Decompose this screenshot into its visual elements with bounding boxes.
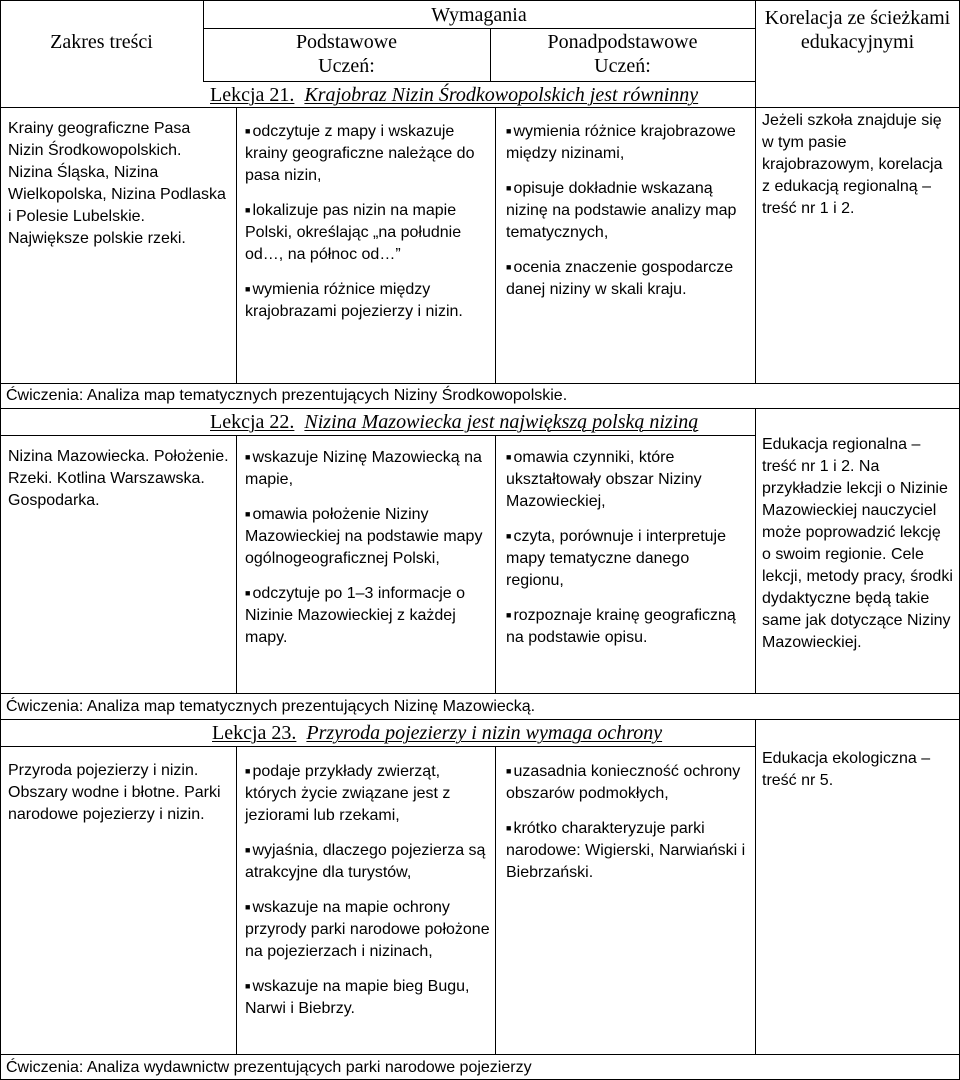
column-divider (236, 746, 237, 1054)
table-border-left (0, 0, 1, 1080)
header-correlation: Korelacja ze ścieżkami edukacyjnymi (764, 7, 951, 53)
lesson-exercises: Ćwiczenia: Analiza map tematycznych prezentujących Niziny Środkowopolskie. (6, 387, 568, 404)
table-border-top (0, 0, 960, 1)
lesson-heading (210, 410, 698, 434)
list-item: ■ ocenia znaczenie gospodarcze danej niziny w skali kraju. (506, 259, 734, 298)
square-bullet-icon: ■ (506, 823, 512, 833)
lesson-title: Przyroda pojezierzy i nizin wymaga ochrony (306, 722, 663, 744)
lesson-content-scope: Przyroda pojezierzy i nizin. Obszary wodne i błotne. Parki narodowe pojezierzy i nizin. (8, 762, 221, 823)
lesson-title: Krajobraz Nizin Środkowopolskich jest równinny (304, 84, 699, 106)
header-requirements: Wymagania (431, 4, 527, 26)
list-item: ■ lokalizuje pas nizin na mapie Polski, określając „na południe od…, na północ od…” (245, 202, 462, 263)
list-item: ■ wymienia różnice krajobrazowe między nizinami, (506, 123, 736, 162)
square-bullet-icon: ■ (506, 766, 512, 776)
basic-requirements-list (245, 446, 493, 661)
lesson-content-scope: Krainy geograficzne Pasa Nizin Środkowopolskich. Nizina Śląska, Nizina Wielkopolska, Nizina Podlaska i Polesie Lubelskie. Największe polskie rzeki. (8, 120, 226, 247)
header-basic-label: Podstawowe (295, 31, 398, 53)
list-item: ■ wskazuje na mapie ochrony przyrody parki narodowe położone na pojezierzach i nizinach, (245, 899, 490, 960)
square-bullet-icon: ■ (245, 981, 251, 991)
header-advanced (490, 30, 755, 78)
advanced-requirements-list (506, 760, 751, 896)
list-item: ■ omawia czynniki, które ukształtowały obszar Niziny Mazowieckiej, (506, 449, 702, 510)
column-divider (755, 408, 756, 693)
row-divider (0, 693, 960, 694)
column-divider (236, 435, 237, 693)
lesson-correlation: Jeżeli szkoła znajduje się w tym pasie krajobrazowym, korelacja z edukacją regionalną – treść nr 1 i 2. (762, 112, 943, 217)
header-basic-sub: Uczeń: (318, 55, 375, 77)
header-divider (755, 0, 756, 81)
list-item: ■ opisuje dokładnie wskazaną nizinę na podstawie analizy map tematycznych, (506, 180, 737, 241)
square-bullet-icon: ■ (506, 452, 512, 462)
row-divider (0, 383, 960, 384)
square-bullet-icon: ■ (245, 902, 251, 912)
lesson-number: Lekcja 23. (212, 722, 297, 744)
list-item: ■ omawia położenie Niziny Mazowieckiej na podstawie mapy ogólnogeograficznej Polski, (245, 506, 483, 567)
list-item: ■ wskazuje Nizinę Mazowiecką na mapie, (245, 449, 482, 488)
list-item: ■ podaje przykłady zwierząt, których życie związane jest z jeziorami lub rzekami, (245, 763, 451, 824)
lesson-number: Lekcja 21. (210, 84, 295, 106)
list-item: ■ rozpoznaje krainę geograficzną na podstawie opisu. (506, 607, 736, 646)
row-divider (0, 107, 960, 108)
header-divider (203, 81, 755, 82)
square-bullet-icon: ■ (506, 531, 512, 541)
square-bullet-icon: ■ (245, 845, 251, 855)
square-bullet-icon: ■ (245, 588, 251, 598)
square-bullet-icon: ■ (506, 183, 512, 193)
basic-requirements-list (245, 760, 493, 1032)
lesson-number: Lekcja 22. (210, 411, 295, 433)
row-divider (0, 719, 960, 720)
column-divider (495, 435, 496, 693)
list-item: ■ wskazuje na mapie bieg Bugu, Narwi i Biebrzy. (245, 978, 470, 1017)
square-bullet-icon: ■ (245, 205, 251, 215)
list-item: ■ odczytuje po 1–3 informacje o Nizinie Mazowieckiej z każdej mapy. (245, 585, 466, 646)
header-content-scope: Zakres treści (50, 31, 153, 53)
square-bullet-icon: ■ (245, 452, 251, 462)
row-divider (0, 435, 755, 436)
advanced-requirements-list (506, 446, 751, 661)
column-divider (755, 719, 756, 1054)
square-bullet-icon: ■ (506, 262, 512, 272)
list-item: ■ odczytuje z mapy i wskazuje krainy geograficzne należące do pasa nizin, (245, 123, 475, 184)
lesson-exercises: Ćwiczenia: Analiza wydawnictw prezentujących parki narodowe pojezierzy (6, 1059, 532, 1076)
column-divider (755, 81, 756, 383)
square-bullet-icon: ■ (245, 126, 251, 136)
lesson-title: Nizina Mazowiecka jest największą polską niziną (304, 411, 699, 433)
lesson-heading (212, 721, 662, 745)
list-item: ■ krótko charakteryzuje parki narodowe: Wigierski, Narwiański i Biebrzański. (506, 820, 746, 881)
header-advanced-sub: Uczeń: (594, 55, 651, 77)
square-bullet-icon: ■ (245, 284, 251, 294)
lesson-correlation: Edukacja regionalna – treść nr 1 i 2. Na przykładzie lekcji o Nizinie Mazowieckiej nauczyciel może poprowadzić lekcję o swoim regionie. Cele lekcji, metody pracy, środki dydaktyczne będą takie same jak dotyczące Niziny Mazowieckiej. (762, 436, 953, 651)
advanced-requirements-list (506, 120, 750, 313)
list-item: ■ uzasadnia konieczność ochrony obszarów podmokłych, (506, 763, 741, 802)
row-divider (0, 746, 755, 747)
header-divider (203, 28, 755, 29)
square-bullet-icon: ■ (245, 766, 251, 776)
row-divider (0, 408, 960, 409)
lesson-correlation: Edukacja ekologiczna – treść nr 5. (762, 750, 931, 789)
column-divider (495, 107, 496, 383)
header-basic (203, 30, 490, 78)
square-bullet-icon: ■ (245, 509, 251, 519)
lesson-heading (210, 83, 698, 107)
list-item: ■ wymienia różnice między krajobrazami pojezierzy i nizin. (245, 281, 463, 320)
basic-requirements-list (245, 120, 490, 335)
list-item: ■ wyjaśnia, dlaczego pojezierza są atrakcyjne dla turystów, (245, 842, 486, 881)
list-item: ■ czyta, porównuje i interpretuje mapy tematyczne danego regionu, (506, 528, 726, 589)
lesson-exercises: Ćwiczenia: Analiza map tematycznych prezentujących Nizinę Mazowiecką. (6, 698, 536, 715)
column-divider (236, 107, 237, 383)
column-divider (495, 746, 496, 1054)
header-advanced-label: Ponadpodstawowe (547, 31, 698, 53)
square-bullet-icon: ■ (506, 610, 512, 620)
lesson-content-scope: Nizina Mazowiecka. Położenie. Rzeki. Kotlina Warszawska. Gospodarka. (8, 448, 229, 509)
row-divider (0, 1054, 960, 1055)
square-bullet-icon: ■ (506, 126, 512, 136)
